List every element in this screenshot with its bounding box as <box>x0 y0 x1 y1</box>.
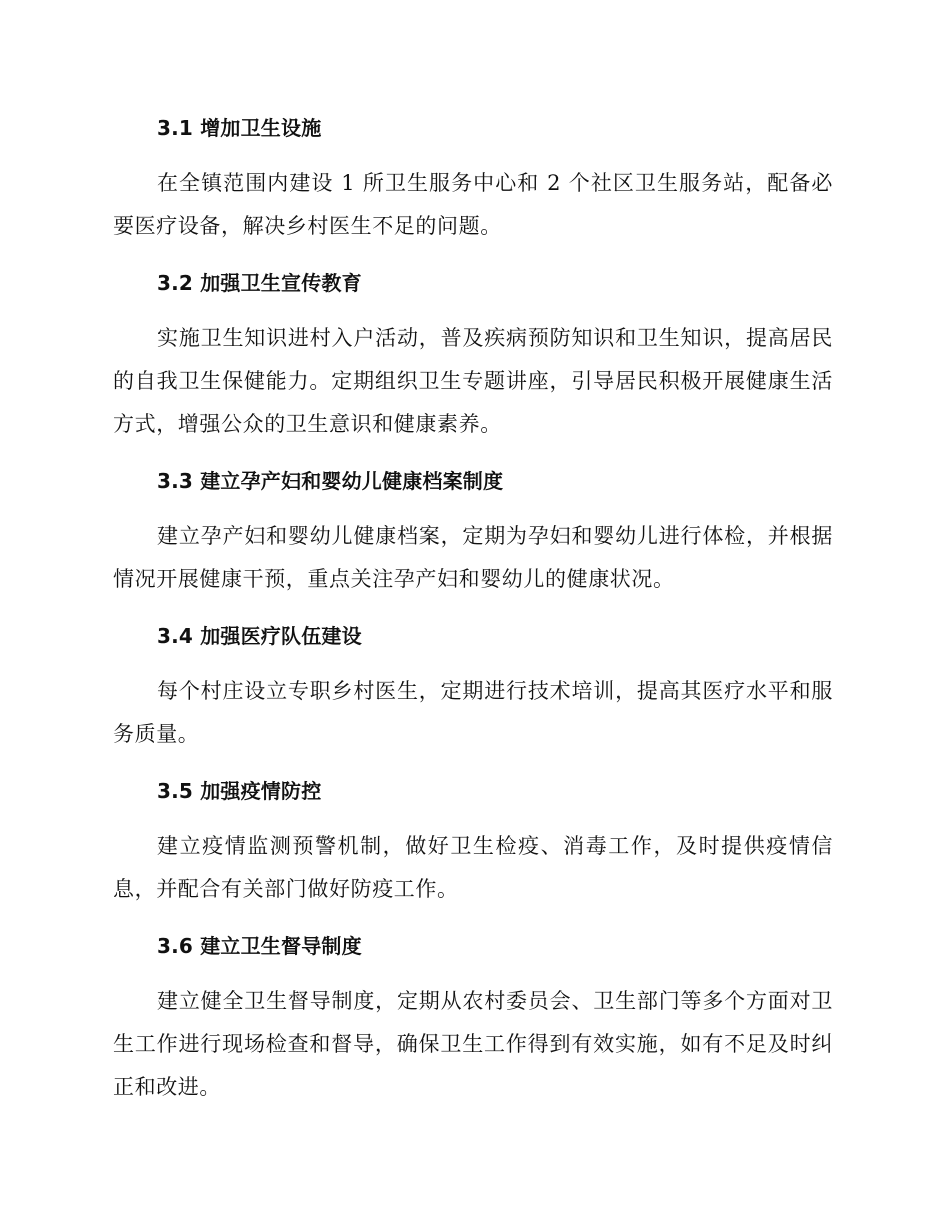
section-3-5 <box>113 772 833 927</box>
section-heading: 3.4 加强医疗队伍建设 <box>157 624 362 648</box>
section-paragraph: 每个村庄设立专职乡村医生，定期进行技术培训，提高其医疗水平和服务质量。 <box>113 679 833 746</box>
section-paragraph: 建立疫情监测预警机制，做好卫生检疫、消毒工作，及时提供疫情信息，并配合有关部门做好防疫工作。 <box>113 834 833 901</box>
section-heading: 3.2 加强卫生宣传教育 <box>157 271 362 295</box>
section-heading: 3.3 建立孕产妇和婴幼儿健康档案制度 <box>157 469 504 493</box>
section-paragraph: 建立孕产妇和婴幼儿健康档案，定期为孕妇和婴幼儿进行体检，并根据情况开展健康干预，重点关注孕产妇和婴幼儿的健康状况。 <box>113 524 833 591</box>
section-paragraph: 在全镇范围内建设 1 所卫生服务中心和 2 个社区卫生服务站，配备必要医疗设备，解决乡村医生不足的问题。 <box>113 171 833 238</box>
document-body <box>113 109 833 1109</box>
section-3-4 <box>113 617 833 772</box>
section-heading: 3.6 建立卫生督导制度 <box>157 934 362 958</box>
section-3-6 <box>113 927 833 1109</box>
section-paragraph: 建立健全卫生督导制度，定期从农村委员会、卫生部门等多个方面对卫生工作进行现场检查和督导，确保卫生工作得到有效实施，如有不足及时纠正和改进。 <box>113 989 833 1099</box>
section-3-3 <box>113 462 833 617</box>
section-3-1 <box>113 109 833 264</box>
section-heading: 3.1 增加卫生设施 <box>157 116 322 140</box>
section-3-2 <box>113 264 833 462</box>
section-heading: 3.5 加强疫情防控 <box>157 779 322 803</box>
section-paragraph: 实施卫生知识进村入户活动，普及疾病预防知识和卫生知识，提高居民的自我卫生保健能力。定期组织卫生专题讲座，引导居民积极开展健康生活方式，增强公众的卫生意识和健康素养。 <box>113 326 833 436</box>
